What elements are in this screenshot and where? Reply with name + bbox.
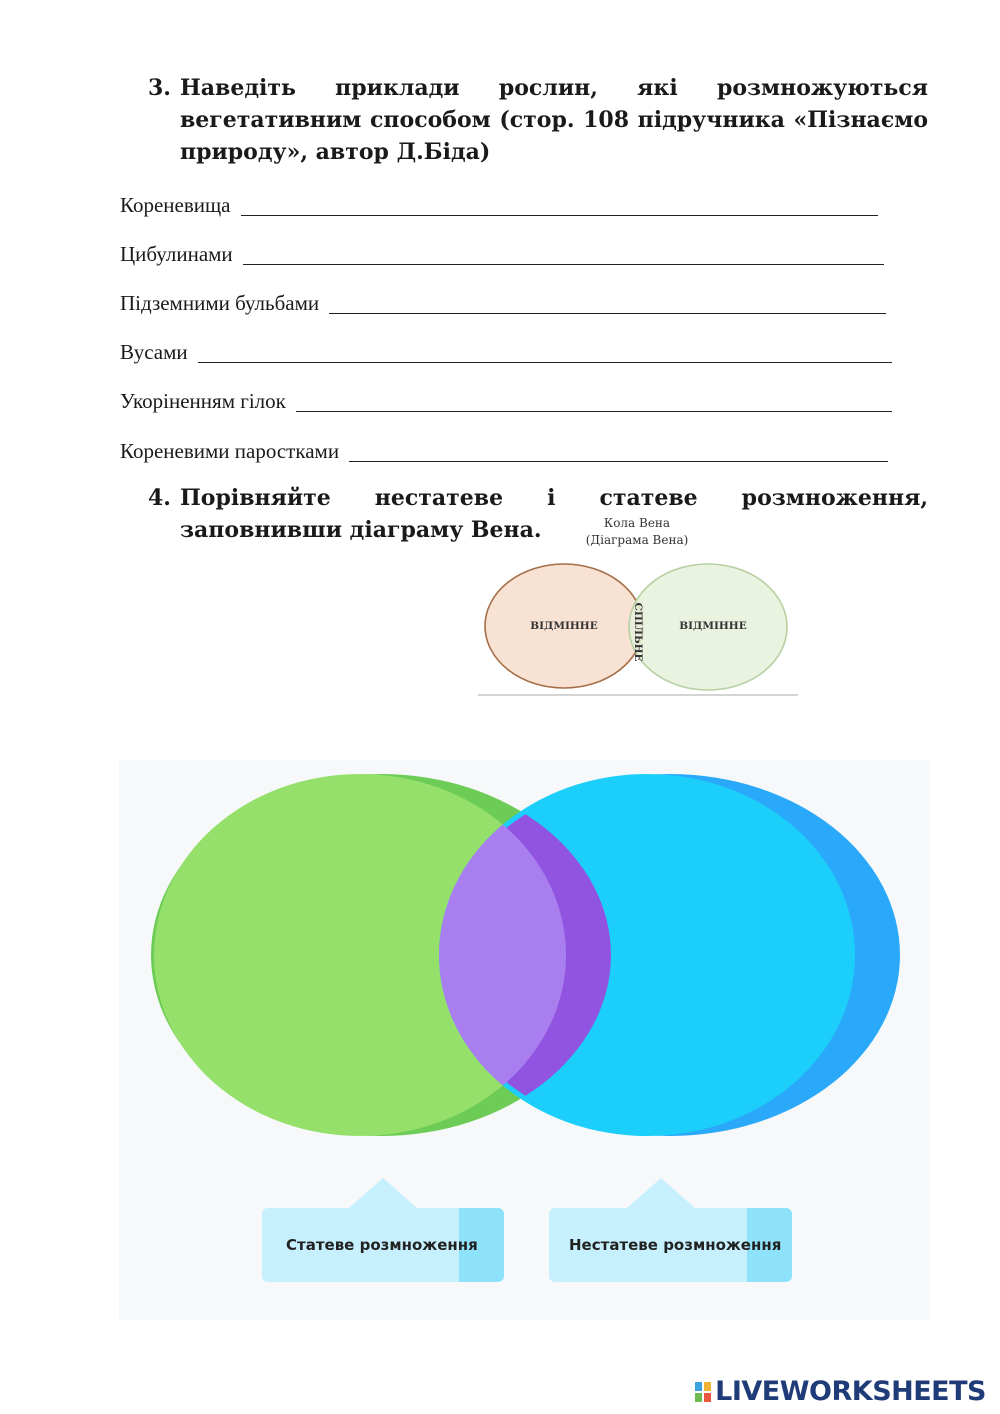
reference-venn-title-line2: (Діаграма Вена): [585, 533, 689, 547]
venn-diagram-panel: [119, 760, 930, 1320]
answer-label: Кореневища: [120, 193, 231, 217]
answer-row-layering: [120, 382, 892, 412]
answer-input-layering[interactable]: [296, 387, 892, 412]
answer-label: Кореневими паростками: [120, 439, 340, 463]
tag-pointer: [627, 1178, 695, 1208]
reference-right-label: ВІДМІННЕ: [679, 620, 747, 632]
question-4-text: Порівняйте нестатеве і статеве розмноження, заповнивши діаграму Вена.: [180, 485, 928, 543]
venn-diagram: [119, 760, 930, 1320]
reference-middle-label: СПІЛЬНЕ: [632, 602, 644, 662]
answer-input-rhizomes[interactable]: [241, 191, 879, 216]
answer-row-runners: [120, 333, 892, 363]
answer-input-runners[interactable]: [198, 338, 892, 363]
reference-venn-diagram: [470, 512, 810, 702]
tag-asexual-reproduction: [549, 1208, 792, 1282]
answer-label: Цибулинами: [120, 242, 233, 266]
answer-label: Укоріненням гілок: [120, 389, 286, 413]
question-3: [148, 72, 928, 168]
logo-blocks-icon: [695, 1382, 711, 1402]
answer-row-tubers: [120, 284, 886, 314]
reference-venn-title-line1: Кола Вена: [603, 516, 671, 530]
answer-input-bulbs[interactable]: [243, 240, 884, 265]
tag-asexual-label: Нестатеве розмноження: [569, 1236, 782, 1254]
answer-row-bulbs: [120, 235, 884, 265]
answer-input-root-suckers[interactable]: [349, 437, 888, 462]
answer-label: Вусами: [120, 340, 188, 364]
answer-input-tubers[interactable]: [329, 289, 886, 314]
question-4-number: 4.: [148, 485, 171, 511]
tag-sexual-label: Статеве розмноження: [286, 1236, 478, 1254]
question-3-number: 3.: [148, 75, 171, 101]
reference-left-label: ВІДМІННЕ: [530, 620, 598, 632]
tag-pointer: [349, 1178, 417, 1208]
question-3-text: Наведіть приклади рослин, які розмножуються вегетативним способом (стор. 108 підручника «Пізнаємо природу», автор Д.Біда): [180, 75, 928, 165]
answer-row-root-suckers: [120, 432, 888, 462]
answer-label: Підземними бульбами: [120, 291, 320, 315]
tag-sexual-reproduction: [262, 1208, 504, 1282]
answer-row-rhizomes: [120, 186, 878, 216]
logo-text: LIVEWORKSHEETS: [715, 1376, 986, 1407]
liveworksheets-logo: [695, 1376, 986, 1407]
